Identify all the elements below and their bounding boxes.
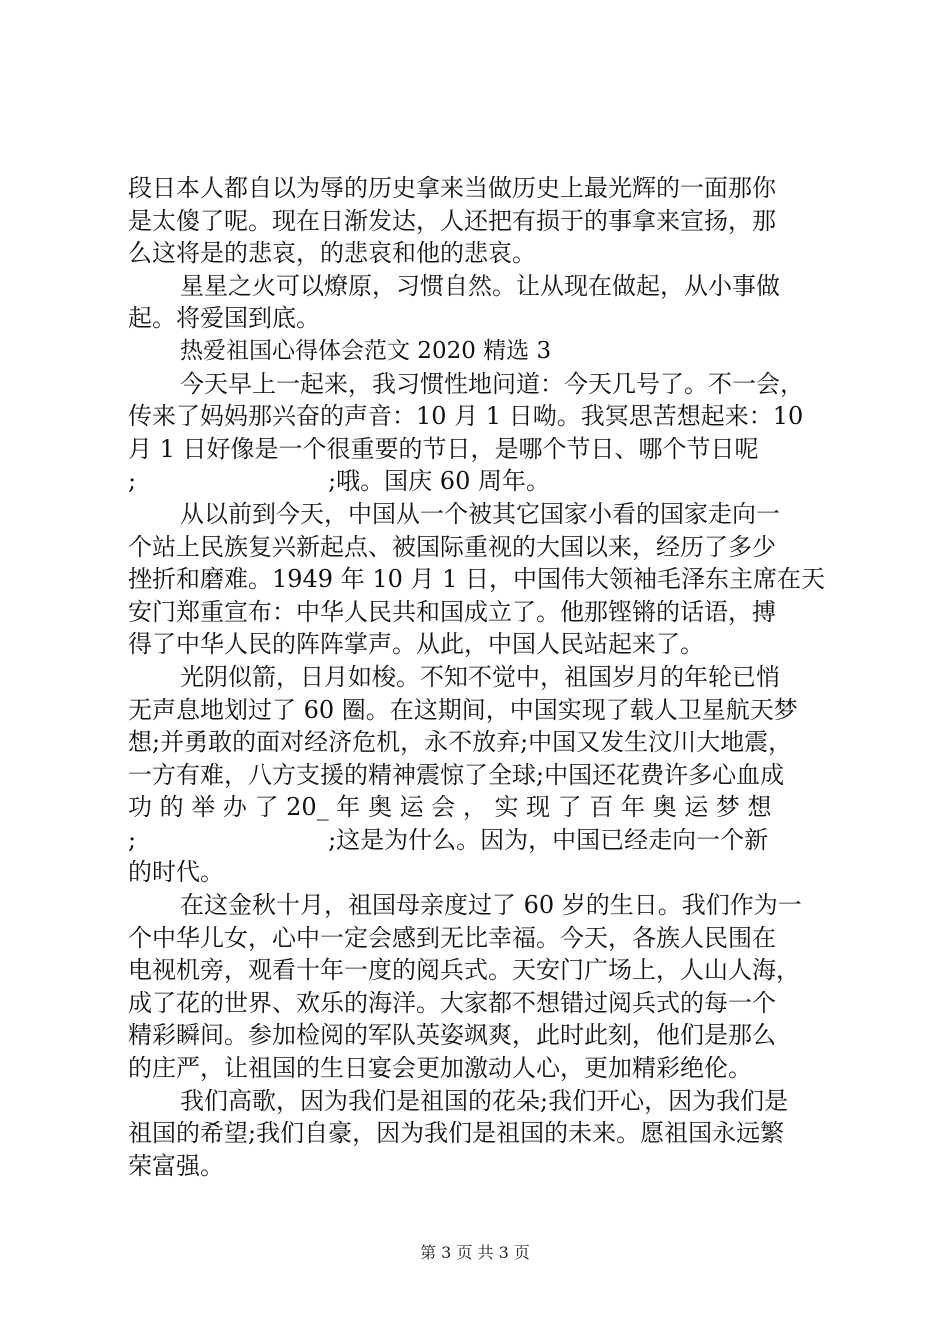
text-line: 一方有难，八方支援的精神震惊了全球;中国还花费许多心血成: [128, 760, 785, 789]
text-line: 无声息地划过了 60 圈。在这期间，中国实现了载人卫星航天梦: [128, 695, 798, 724]
text-line: ; ;哦。国庆 60 周年。: [128, 467, 550, 496]
text-line: 挫折和磨难。1949 年 10 月 1 日，中国伟大领袖毛泽东主席在天: [128, 565, 826, 594]
paragraph-start-line: 星星之火可以燎原，习惯自然。让从现在做起，从小事做: [180, 271, 780, 300]
text-line: 个中华儿女，心中一定会感到无比幸福。今天，各族人民围在: [128, 923, 776, 952]
text-line: 段日本人都自以为辱的历史拿来当做历史上最光辉的一面那你: [128, 174, 776, 202]
text-line: 祖国的希望;我们自豪，因为我们是祖国的未来。愿祖国永远繁: [128, 1119, 785, 1148]
text-line: 的庄严，让祖国的生日宴会更加激动人心，更加精彩绝伦。: [128, 1054, 752, 1083]
text-line: 月 1 日好像是一个很重要的节日，是哪个节日、哪个节日呢: [128, 434, 759, 463]
text-line: 成了花的世界、欢乐的海洋。大家都不想错过阅兵式的每一个: [128, 988, 776, 1017]
text-line: 荣富强。: [128, 1151, 224, 1180]
paragraph-start-line: 从以前到今天，中国从一个被其它国家小看的国家走向一: [180, 499, 780, 528]
text-line: 的时代。: [128, 858, 224, 887]
text-line: 个站上民族复兴新起点、被国际重视的大国以来，经历了多少: [128, 532, 776, 561]
text-line: 么这将是的悲哀，的悲哀和他的悲哀。: [128, 239, 536, 268]
page-footer: 第 3 页 共 3 页: [420, 1243, 530, 1262]
text-line: 功 的 举 办 了 20_ 年 奥 运 会 ， 实 现 了 百 年 奥 运 梦 想: [128, 793, 772, 822]
text-line: 是太傻了呢。现在日渐发达，人还把有损于的事拿来宣扬，那: [128, 206, 776, 235]
text-line: 得了中华人民的阵阵掌声。从此，中国人民站起来了。: [128, 630, 704, 659]
paragraph-start-line: 我们高歌，因为我们是祖国的花朵;我们开心，因为我们是: [180, 1086, 789, 1115]
section-heading: 热爱祖国心得体会范文 2020 精选 3: [180, 337, 552, 364]
text-line: 安门郑重宣布：中华人民共和国成立了。他那铿锵的话语，搏: [128, 597, 776, 626]
text-line: 想;并勇敢的面对经济危机，永不放弃;中国又发生汶川大地震，: [128, 728, 793, 757]
text-line: 起。将爱国到底。: [128, 304, 320, 333]
text-line: 传来了妈妈那兴奋的声音：10 月 1 日呦。我冥思苦想起来：10: [128, 402, 804, 431]
paragraph-start-line: 在这金秋十月，祖国母亲度过了 60 岁的生日。我们作为一: [180, 891, 802, 920]
text-line: ; ;这是为什么。因为，中国已经走向一个新: [128, 825, 769, 854]
document-body: [128, 172, 828, 1182]
text-line: 电视机旁，观看十年一度的阅兵式。天安门广场上，人山人海，: [128, 956, 800, 985]
paragraph-start-line: 光阴似箭，日月如梭。不知不觉中，祖国岁月的年轮已悄: [180, 662, 780, 691]
paragraph-start-line: 今天早上一起来，我习惯性地问道：今天几号了。不一会，: [180, 369, 804, 398]
text-line: 精彩瞬间。参加检阅的军队英姿飒爽，此时此刻，他们是那么: [128, 1021, 776, 1050]
